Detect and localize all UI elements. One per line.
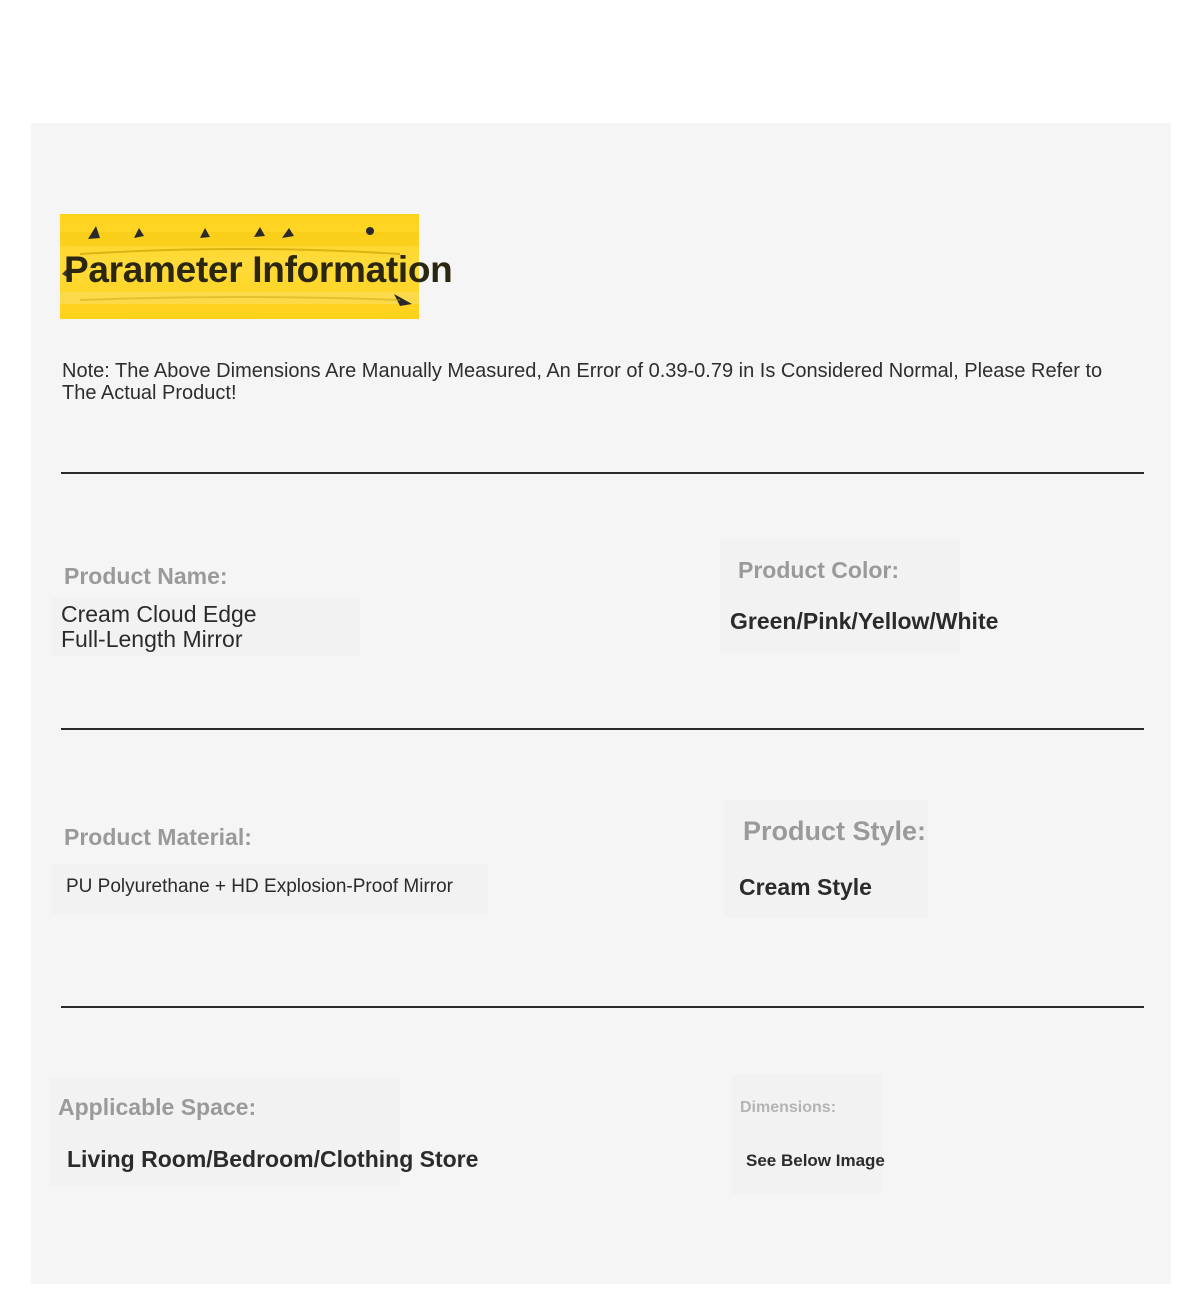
applicable-space-label: Applicable Space: xyxy=(58,1094,257,1120)
dimensions-box xyxy=(732,1074,882,1194)
product-color-value: Green/Pink/Yellow/White xyxy=(730,608,999,634)
section-divider xyxy=(61,1006,1144,1008)
page-title: Parameter Information xyxy=(64,249,453,290)
section-divider xyxy=(61,728,1144,730)
product-color-label: Product Color: xyxy=(738,557,899,583)
product-material-label: Product Material: xyxy=(64,824,252,850)
measurement-note: Note: The Above Dimensions Are Manually Measured, An Error of 0.39-0.79 in Is Considered Normal, Please Refer to The Actual Product! xyxy=(62,360,1103,404)
product-style-value: Cream Style xyxy=(739,874,872,900)
product-name-value-line1: Cream Cloud Edge xyxy=(61,601,257,627)
section-divider xyxy=(61,472,1144,474)
product-name-value-line2: Full-Length Mirror xyxy=(61,626,243,652)
product-name-label: Product Name: xyxy=(64,563,228,589)
dimensions-value: See Below Image xyxy=(746,1151,885,1170)
applicable-space-value: Living Room/Bedroom/Clothing Store xyxy=(67,1146,479,1172)
product-material-value: PU Polyurethane + HD Explosion-Proof Mirror xyxy=(66,876,454,897)
dimensions-label: Dimensions: xyxy=(740,1099,837,1116)
product-style-label: Product Style: xyxy=(743,816,927,846)
